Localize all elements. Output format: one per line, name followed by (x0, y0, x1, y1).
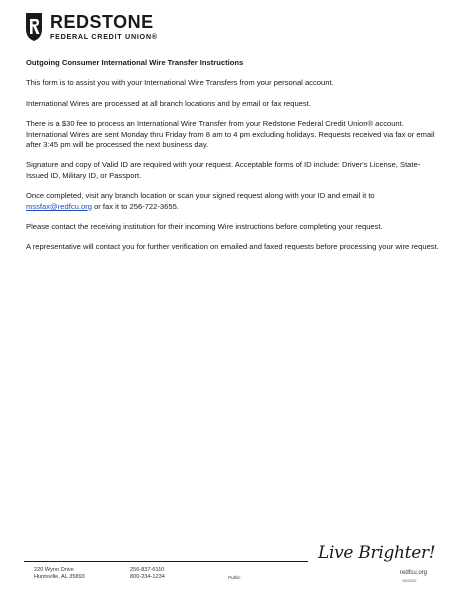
footer-divider (24, 561, 308, 562)
revision-date: 10/2022 (402, 578, 417, 583)
paragraph-verification: A representative will contact you for further verification on emailed and faxed requests before processing your wire request. (26, 242, 439, 252)
paragraph-id-requirements: Signature and copy of Valid ID are required with your request. Acceptable forms of ID include: Driver's License, State-Issued ID, Military ID, or Passport. (26, 160, 421, 180)
footer-phones (130, 567, 165, 582)
document-title: Outgoing Consumer International Wire Transfer Instructions (26, 58, 244, 67)
phone-local: 256-837-6110 (130, 567, 165, 573)
paragraph-intro: This form is to assist you with your International Wire Transfers from your personal account. (26, 78, 334, 88)
tagline: Live Brighter! (318, 543, 436, 563)
classification-label: Public (228, 575, 241, 580)
address-line-1: 220 Wynn Drive (34, 567, 74, 573)
submission-text-before: Once completed, visit any branch location or scan your signed request along with your ID and email it to (26, 191, 375, 201)
paragraph-processing: International Wires are processed at all branch locations and by email or fax request. (26, 98, 311, 108)
redstone-shield-icon (24, 12, 44, 42)
document-body (26, 58, 440, 263)
paragraph-submission (26, 191, 440, 212)
submission-text-after: or fax it to 256-722-3655. (91, 201, 179, 211)
brand-name: REDSTONE (50, 12, 154, 33)
logo-text (50, 13, 158, 40)
redstone-logo (24, 12, 158, 42)
paragraph-receiving-institution: Please contact the receiving institution for their incoming Wire instructions before completing your request. (26, 222, 383, 232)
email-link[interactable]: mssfax@redfcu.org (26, 201, 92, 211)
website: redfcu.org (400, 570, 428, 576)
phone-tollfree: 800-234-1234 (130, 574, 165, 581)
paragraph-fee: There is a $30 fee to process an International Wire Transfer from your Redstone Federal Credit Union® account. International Wires are sent Monday thru Friday from 8 am to 4 pm excluding holidays. Requests received via fax or email after 3:45 pm will be processed the next business day. (26, 119, 435, 150)
footer-address (34, 567, 85, 582)
address-line-2: Huntsville, AL 35893 (34, 574, 85, 581)
brand-subtitle: FEDERAL CREDIT UNION® (50, 32, 158, 42)
